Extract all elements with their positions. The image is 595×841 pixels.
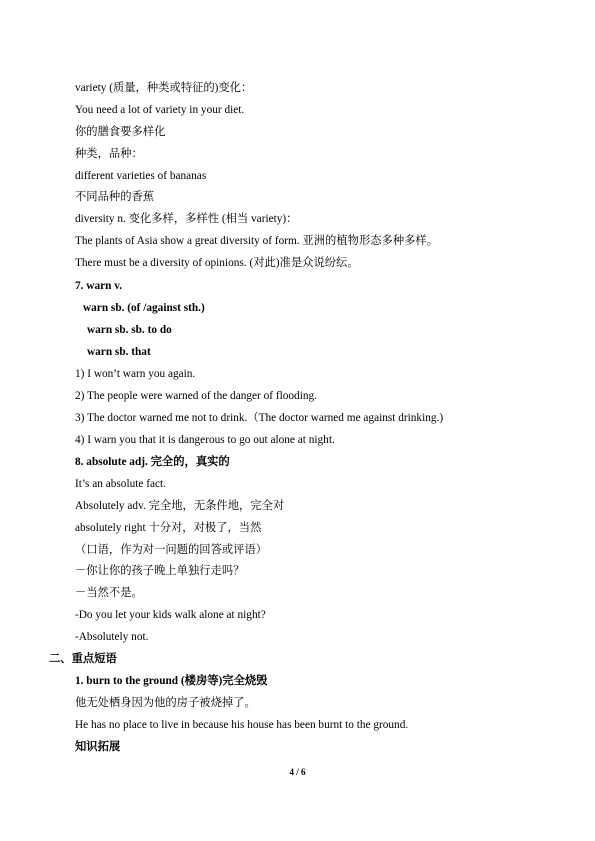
diversity-example-2: There must be a diversity of opinions. (对此)准是众说纷纭。 <box>75 257 359 269</box>
absolutely-right-definition: absolutely right 十分对，对极了，当然 <box>75 522 262 534</box>
variety-example-zh: 你的膳食要多样化 <box>75 126 166 138</box>
dialog-answer-en: -Absolutely not. <box>75 631 149 643</box>
burn-example-en: He has no place to live in because his house has been burnt to the ground. <box>75 719 409 731</box>
warn-example-3: 3) The doctor warned me not to drink.（The doctor warned me against drinking.) <box>75 412 444 424</box>
warn-example-4: 4) I warn you that it is dangerous to go out alone at night. <box>75 434 335 446</box>
dialog-question-zh: －你让你的孩子晚上单独行走吗？ <box>75 565 245 577</box>
warn-example-2: 2) The people were warned of the danger of flooding. <box>75 390 317 402</box>
variety-example-2-zh: 不同品种的香蕉 <box>75 191 155 203</box>
diversity-definition: diversity n. 变化多样，多样性 (相当 variety)： <box>75 213 298 225</box>
warn-example-1: 1) I won’t warn you again. <box>75 368 196 380</box>
variety-definition: variety (质量，种类或特征的)变化： <box>75 82 253 94</box>
section-heading-phrases: 二、重点短语 <box>49 653 117 665</box>
dialog-answer-zh: －当然不是。 <box>75 587 143 599</box>
absolutely-definition: Absolutely adv. 完全地，无条件地，完全对 <box>75 500 285 512</box>
absolute-example: It’s an absolute fact. <box>75 478 166 490</box>
dialog-question-en: -Do you let your kids walk alone at night? <box>75 609 266 621</box>
heading-warn: 7. warn v. <box>75 280 123 292</box>
variety-sense-2: 种类，品种： <box>75 148 143 160</box>
warn-pattern-1: warn sb. (of /against sth.) <box>83 302 205 314</box>
diversity-example-1: The plants of Asia show a great diversity of form. 亚洲的植物形态多种多样。 <box>75 235 439 247</box>
warn-pattern-3: warn sb. that <box>87 346 151 358</box>
page-number: 4 / 6 <box>289 767 306 777</box>
heading-absolute: 8. absolute adj. 完全的，真实的 <box>75 456 230 468</box>
heading-burn-to-the-ground: 1. burn to the ground (楼房等)完全烧毁 <box>75 675 268 687</box>
heading-knowledge-extension: 知识拓展 <box>75 741 121 753</box>
burn-example-zh: 他无处栖身因为他的房子被烧掉了。 <box>75 697 256 709</box>
absolutely-usage-note: （口语，作为对一问题的回答或评语） <box>75 544 268 556</box>
variety-example-2-en: different varieties of bananas <box>75 170 207 182</box>
variety-example-en: You need a lot of variety in your diet. <box>75 104 245 116</box>
warn-pattern-2: warn sb. sb. to do <box>87 324 172 336</box>
